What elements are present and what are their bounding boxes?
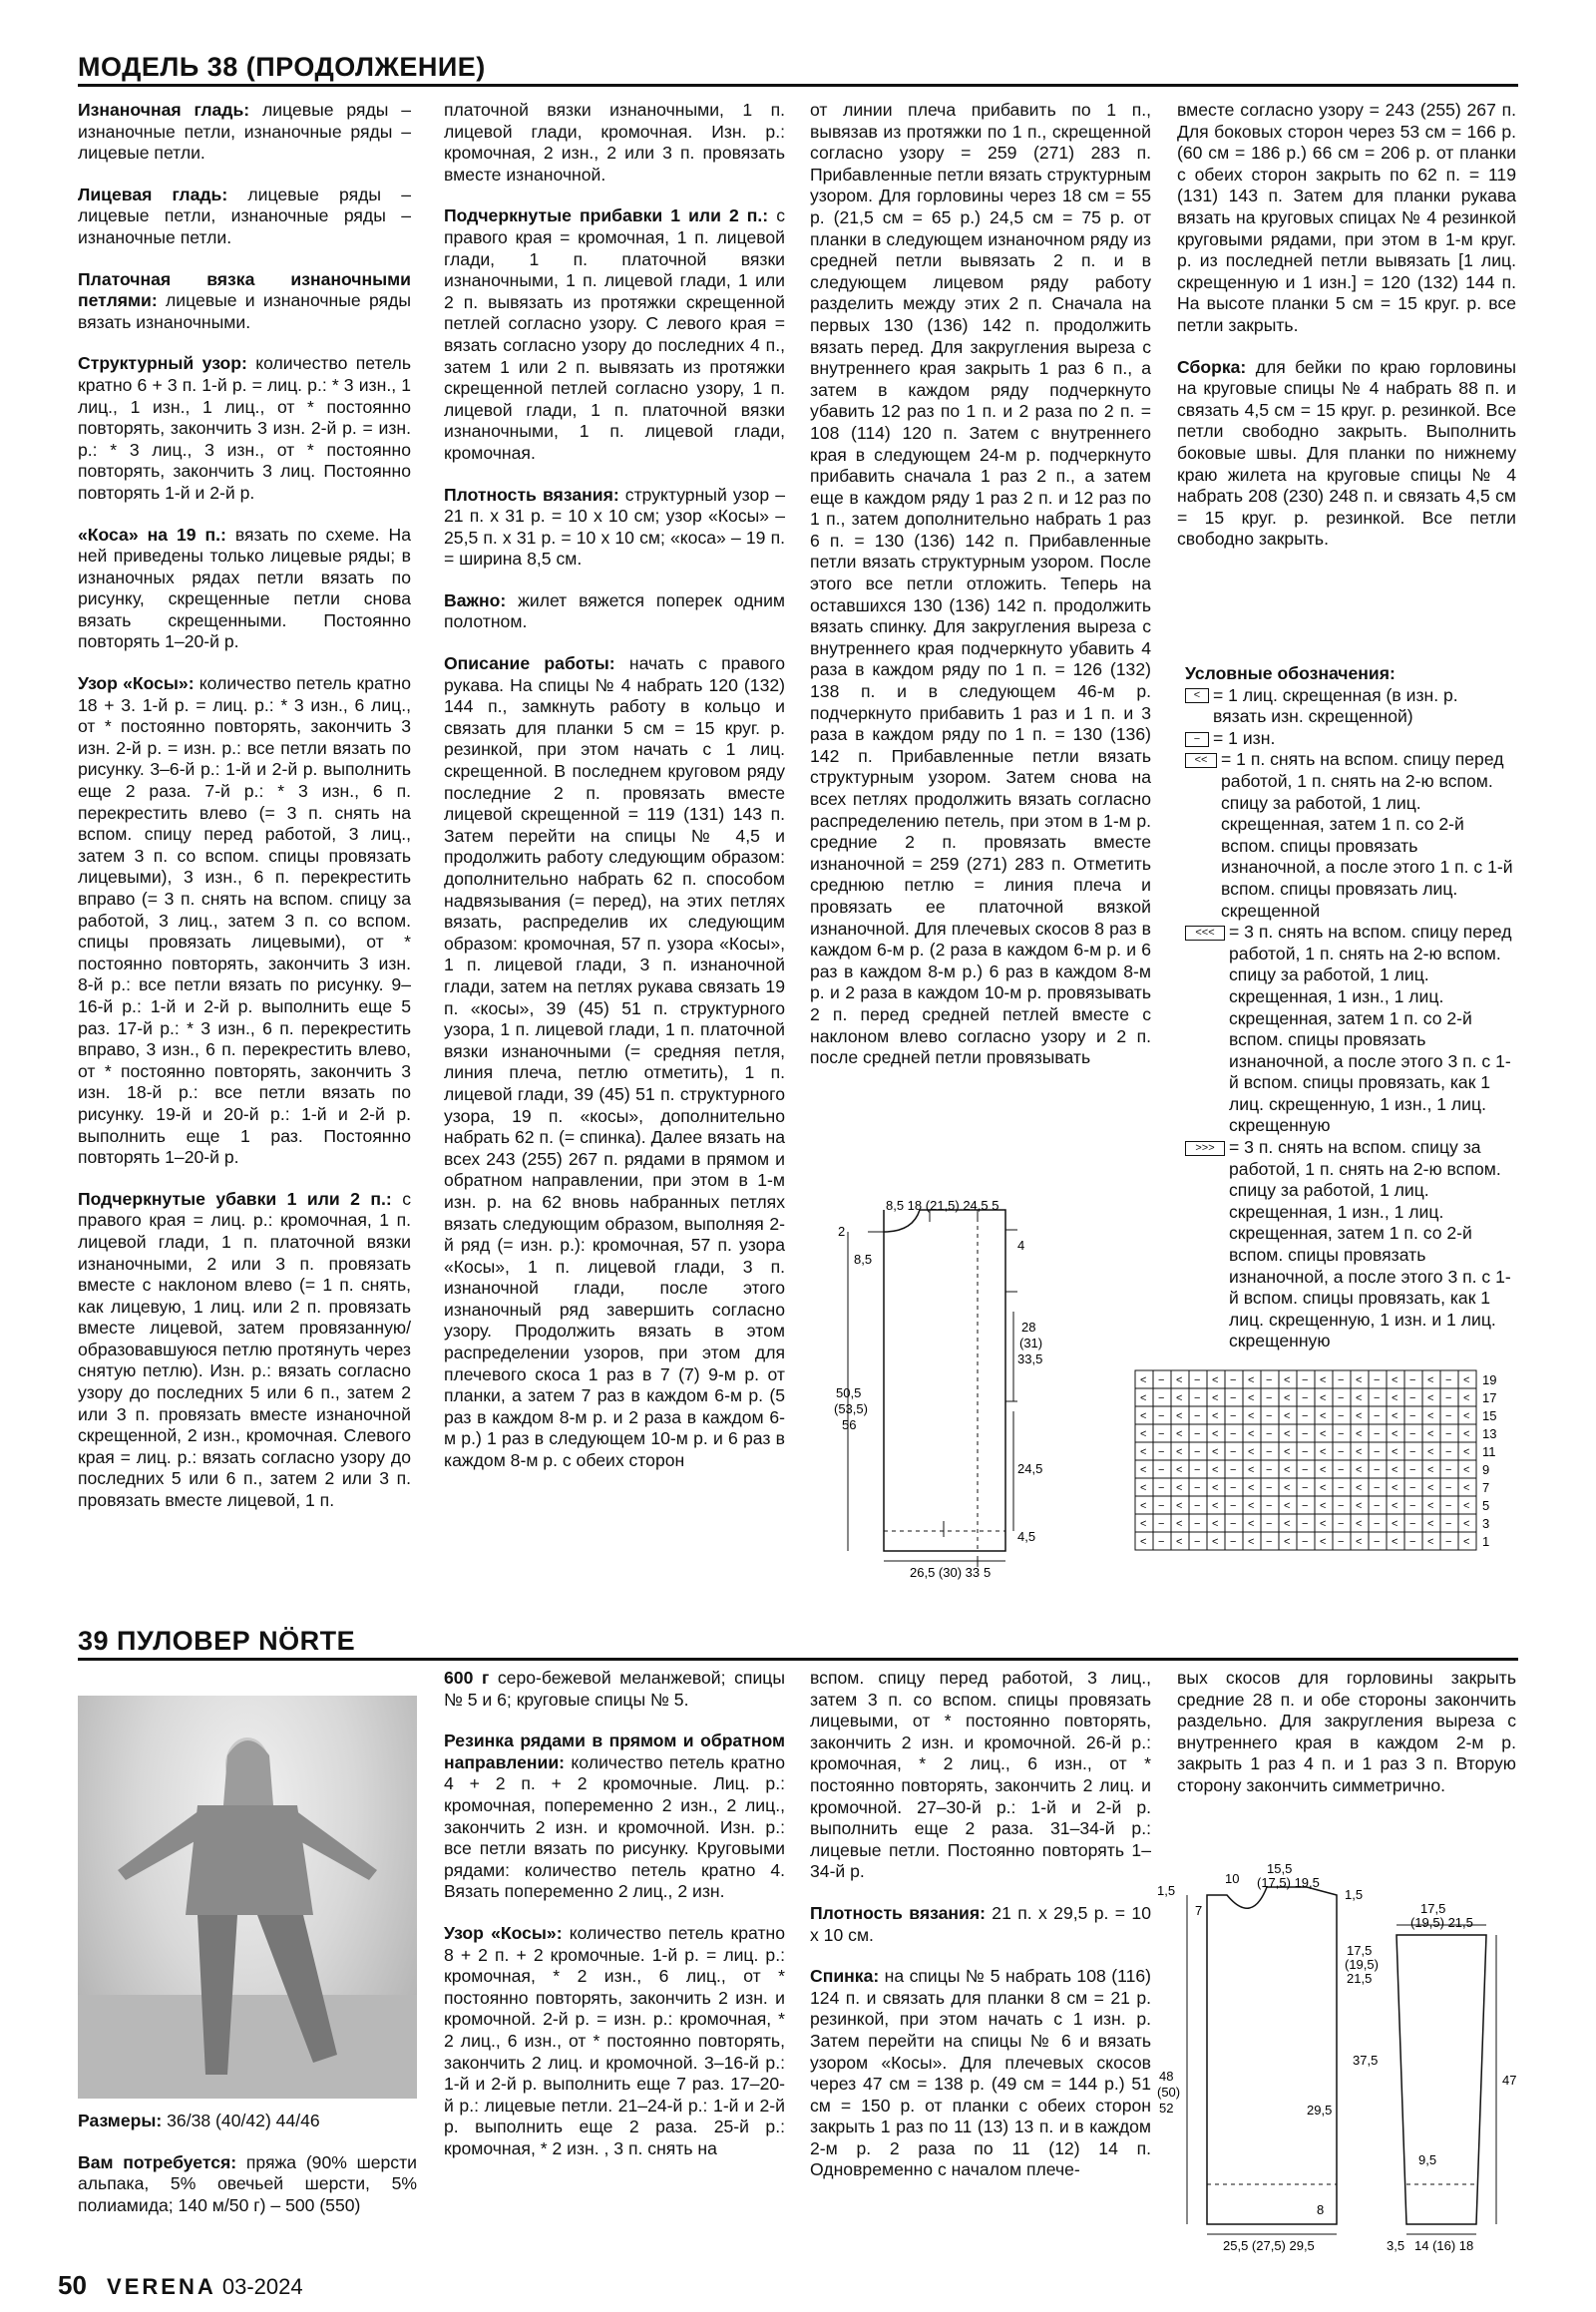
chart-cell-symbol: − bbox=[1338, 1410, 1345, 1422]
d2-sleeve-bl: 3,5 bbox=[1387, 2238, 1405, 2253]
chart-cell-symbol: < bbox=[1320, 1518, 1327, 1530]
chart-cell-symbol: < bbox=[1392, 1518, 1398, 1530]
dim-bottom: 26,5 (30) 33 bbox=[910, 1565, 981, 1580]
chart-cell-symbol: < bbox=[1463, 1464, 1470, 1476]
heading-rule bbox=[78, 84, 1518, 87]
chart-cell-symbol: − bbox=[1194, 1464, 1201, 1476]
chart-cell-symbol: < bbox=[1248, 1500, 1255, 1512]
chart-cell-symbol: − bbox=[1338, 1446, 1345, 1458]
chart-cell-symbol: < bbox=[1140, 1374, 1147, 1386]
chart-cell-symbol: − bbox=[1302, 1464, 1309, 1476]
chart-cell-symbol: < bbox=[1284, 1428, 1291, 1440]
paragraph: Платочная вязка изнаночными петлями: лицевые и изнаночные ряды вязать изнаночными. bbox=[78, 268, 411, 332]
legend-text: = 1 п. снять на вспом. спицу перед работой, 1 п. снять на 2-ю вспом. спицу за работой, 1 лиц. скрещенная, затем 1 п. со 2-й вспом. спицы провязать изнаночной, а после этого 1 п. с 1-й вспом. спицы провязать лиц. скрещенной bbox=[1221, 749, 1513, 921]
chart-cell-symbol: − bbox=[1374, 1446, 1381, 1458]
chart-cell-symbol: − bbox=[1302, 1536, 1309, 1548]
chart-cell-symbol: − bbox=[1194, 1392, 1201, 1404]
chart-cell-symbol: − bbox=[1445, 1446, 1452, 1458]
chart-cell-symbol: − bbox=[1445, 1518, 1452, 1530]
legend-text: = 3 п. снять на вспом. спицу за работой, 1 п. снять на 2-ю вспом. спицу за работой, 1 лиц. скрещенная, 1 изн., 1 лиц. скрещенная, затем 1 п. со 2-й вспом. спицы провязать изнаночной, а после этого 3 п. с 1-й вспом. спицы провязать, как 1 лиц. скрещенную, 1 изн. и 1 лиц. скрещенную bbox=[1229, 1137, 1511, 1351]
chart-cell-symbol: < bbox=[1212, 1374, 1219, 1386]
chart-cell-symbol: − bbox=[1266, 1482, 1273, 1494]
paragraph: Плотность вязания: структурный узор – 21 п. х 31 р. = 10 х 10 см; узор «Косы» – 25,5 п. х 31 р. = 10 х 10 см; «коса» – 19 п. = ширина 8,5 см. bbox=[444, 484, 785, 570]
chart-cell-symbol: < bbox=[1140, 1446, 1147, 1458]
d2-h5: 29,5 bbox=[1307, 2103, 1333, 2118]
chart-row-number: 15 bbox=[1482, 1408, 1497, 1423]
legend-text: = 1 изн. bbox=[1213, 727, 1276, 748]
chart-cell-symbol: < bbox=[1140, 1518, 1147, 1530]
chart-cell-symbol: − bbox=[1302, 1482, 1309, 1494]
chart-cell-symbol: < bbox=[1176, 1464, 1183, 1476]
issue-number: 03-2024 bbox=[221, 2274, 303, 2299]
d2-s1: 17,5 bbox=[1347, 1943, 1373, 1958]
legend-symbol-icon: < bbox=[1185, 685, 1213, 728]
dim-e: 50,5 bbox=[836, 1385, 862, 1400]
d2-h3: (50) bbox=[1157, 2085, 1181, 2100]
chart-cell-symbol: < bbox=[1463, 1536, 1470, 1548]
legend-items bbox=[1185, 685, 1514, 1352]
d2-b1: 8 bbox=[1317, 2202, 1325, 2217]
chart-cell-symbol: − bbox=[1230, 1392, 1237, 1404]
chart-cell-symbol: − bbox=[1266, 1518, 1273, 1530]
dim-e2: (53,5) bbox=[834, 1401, 868, 1416]
paragraph: вместе согласно узору = 243 (255) 267 п. Для боковых сторон через 53 см = 166 р. (60 см = 186 р.) 66 см = 206 р. от планки с обеих сторон закрыть по 62 п. = 119 (131) 143 п. Затем для планки рукава вязать на круговых спицах № 4 резинкой круговыми рядами, при этом в 1-м круг. р. из последней петли вывязать [1 лиц. скрещенную и 1 изн.] = 120 (132) 144 п. На высоте планки 5 см = 15 круг. р. все петли закрыть. bbox=[1177, 100, 1516, 335]
chart-cell-symbol: − bbox=[1338, 1482, 1345, 1494]
dim-g: 4,5 bbox=[1017, 1529, 1036, 1544]
chart-cell-symbol: < bbox=[1212, 1392, 1219, 1404]
chart-cell-symbol: − bbox=[1445, 1374, 1452, 1386]
chart-cell-symbol: − bbox=[1409, 1374, 1416, 1386]
chart-cell-symbol: < bbox=[1212, 1446, 1219, 1458]
chart-cell-symbol: < bbox=[1392, 1410, 1398, 1422]
legend-item bbox=[1185, 1137, 1514, 1352]
chart-cell-symbol: − bbox=[1194, 1446, 1201, 1458]
chart-cell-symbol: − bbox=[1230, 1500, 1237, 1512]
d2-s3: 21,5 bbox=[1347, 1971, 1373, 1986]
d2-shoulder-alt: (17,5) 19,5 bbox=[1257, 1875, 1320, 1890]
chart-cell-symbol: < bbox=[1176, 1482, 1183, 1494]
chart-cell-symbol: − bbox=[1266, 1536, 1273, 1548]
chart-cell-symbol: − bbox=[1194, 1482, 1201, 1494]
d2-l2: 7 bbox=[1195, 1903, 1203, 1918]
chart-cell-symbol: < bbox=[1427, 1518, 1434, 1530]
chart-row-number: 3 bbox=[1482, 1516, 1490, 1531]
chart-cell-symbol: − bbox=[1409, 1500, 1416, 1512]
d2-h4: 52 bbox=[1159, 2101, 1174, 2116]
heading-rule-2 bbox=[78, 1658, 1518, 1661]
chart-cell-symbol: < bbox=[1248, 1410, 1255, 1422]
chart-cell-symbol: − bbox=[1302, 1374, 1309, 1386]
chart-cell-symbol: < bbox=[1392, 1446, 1398, 1458]
chart-cell-symbol: < bbox=[1463, 1482, 1470, 1494]
legend-item bbox=[1185, 922, 1514, 1137]
chart-cell-symbol: − bbox=[1158, 1392, 1165, 1404]
chart-cell-symbol: < bbox=[1140, 1536, 1147, 1548]
page-footer bbox=[58, 2270, 303, 2301]
dim-top: 8,5 18 (21,5) 24,5 5 bbox=[886, 1198, 999, 1213]
chart-row-number: 9 bbox=[1482, 1462, 1490, 1477]
chart-cell-symbol: < bbox=[1284, 1500, 1291, 1512]
chart-cell-symbol: < bbox=[1176, 1518, 1183, 1530]
chart-cell-symbol: < bbox=[1248, 1464, 1255, 1476]
chart-cell-symbol: − bbox=[1158, 1464, 1165, 1476]
chart-cell-symbol: < bbox=[1248, 1536, 1255, 1548]
chart-cell-symbol: < bbox=[1284, 1482, 1291, 1494]
paragraph: Узор «Косы»: количество петель кратно 8 + 2 п. + 2 кромочные. 1-й р. = лиц. р.: кромочная, * 2 изн., 6 лиц., от * постоянно повторять, закончить 2 изн. и кромочной. 2-й р. = изн. р.: кромочная, * 2 лиц., 6 изн., от * постоянно повторять, закончить 2 лиц. и кромочной. 3–16-й р.: 1-й и 2-й р. выполнить еще 7 раз. 17–20-й р.: лицевые петли. 21–24-й р.: 1-й и 2-й р. выполнить еще 2 раза. 25-й р.: кромочная, * 2 изн. , 3 п. снять на bbox=[444, 1922, 786, 2158]
chart-cell-symbol: < bbox=[1320, 1482, 1327, 1494]
chart-cell-symbol: − bbox=[1338, 1536, 1345, 1548]
chart-row-number: 1 bbox=[1482, 1534, 1490, 1549]
chart-cell-symbol: < bbox=[1212, 1500, 1219, 1512]
chart-cell-symbol: < bbox=[1248, 1392, 1255, 1404]
chart-cell-symbol: < bbox=[1356, 1518, 1363, 1530]
chart-cell-symbol: < bbox=[1356, 1500, 1363, 1512]
pullover-pattern-diagram bbox=[1157, 1855, 1536, 2253]
text-column-4 bbox=[1177, 100, 1516, 571]
chart-cell-symbol: < bbox=[1284, 1392, 1291, 1404]
chart-cell-symbol: − bbox=[1230, 1518, 1237, 1530]
chart-cell-symbol: − bbox=[1266, 1428, 1273, 1440]
chart-cell-symbol: − bbox=[1409, 1446, 1416, 1458]
paragraph: Узор «Косы»: количество петель кратно 18 + 3. 1-й р. = лиц. р.: * 3 изн., 6 лиц., от * постоянно повторять, закончить 3 изн. 2-й р. = изн. р.: все петли вязать по рисунку. 3–6-й р.: 1-й и 2-й р. выполнить еще 2 раза. 7-й р.: * 3 изн., 6 п. перекрестить влево (= 3 п. снять на вспом. спицу перед работой, 3 лиц., затем 3 п. со вспом. спицы провязать лицевыми), 3 изн., 6 п. перекрестить вправо (= 3 п. снять на вспом. спицу за работой, 3 лиц., затем 3 п. со вспом. спицы провязать лицевыми), от * постоянно повторять, закончить 3 изн. 8-й р.: все петли вязать по рисунку. 9–16-й р.: 1-й и 2-й р. выполнить еще 5 раз. 17-й р.: * 3 изн., 6 п. перекрестить вправо, 3 изн., 6 п. перекрестить влево, от * постоянно повторять, закончить 3 изн. 18-й р.: все петли вязать по рисунку. 19-й и 20-й р.: 1-й и 2-й р. выполнить еще 1 раз. Постоянно повторять 1–20-й р. bbox=[78, 673, 412, 1168]
chart-cell-symbol: < bbox=[1356, 1482, 1363, 1494]
chart-cell-symbol: − bbox=[1158, 1374, 1165, 1386]
chart-cell-symbol: < bbox=[1392, 1482, 1398, 1494]
chart-cell-symbol: − bbox=[1409, 1482, 1416, 1494]
d2-s2: (19,5) bbox=[1345, 1957, 1379, 1972]
chart-cell-symbol: < bbox=[1248, 1482, 1255, 1494]
legend-symbol-icon: << bbox=[1185, 749, 1221, 922]
text-column-3 bbox=[810, 100, 1151, 1089]
paragraph: Подчеркнутые убавки 1 или 2 п.: с правого края = лиц. р.: кромочная, 1 п. лицевой глади, 1 п. платочной вязки изнаночными, 2 или 3 п. провязать вместе с наклоном влево (= 1 п. снять, как лицевую, 1 лиц. или 2 п. провязать вместе лицевой, затем провязанную/образовавшуюся петлю протянуть через снятую петлю). Изн. р.: вязать согласно узору до последних 5 или 6 п., затем 2 или 3 п. провязать вместе изнаночной скрещенной, 2 изн., кромочная. Слевого края = лиц. р.: вязать согласно узору до последних 5 или 6 п., затем 2 или 3 п. провязать вместе лицевой, 1 п. bbox=[78, 1188, 412, 1511]
chart-cell-symbol: − bbox=[1230, 1374, 1237, 1386]
chart-cell-symbol: − bbox=[1266, 1446, 1273, 1458]
chart-cell-symbol: − bbox=[1194, 1410, 1201, 1422]
chart-cell-symbol: < bbox=[1427, 1392, 1434, 1404]
chart-cell-symbol: < bbox=[1392, 1500, 1398, 1512]
chart-cell-symbol: < bbox=[1176, 1446, 1183, 1458]
chart-cell-symbol: − bbox=[1158, 1518, 1165, 1530]
chart-cell-symbol: − bbox=[1409, 1392, 1416, 1404]
chart-cell-symbol: < bbox=[1320, 1536, 1327, 1548]
paragraph: вых скосов для горловины закрыть средние 28 п. и обе стороны закончить раздельно. Для закругления выреза с внутреннего края в каждом 2-м р. закрыть 1 раз 4 п. и 1 раз 3 п. Вторую сторону закончить симметрично. bbox=[1177, 1668, 1516, 1795]
chart-cell-symbol: < bbox=[1427, 1428, 1434, 1440]
chart-cell-symbol: < bbox=[1320, 1500, 1327, 1512]
chart-cell-symbol: − bbox=[1302, 1410, 1309, 1422]
chart-cell-symbol: < bbox=[1463, 1392, 1470, 1404]
chart-cell-symbol: < bbox=[1248, 1446, 1255, 1458]
chart-cell-symbol: − bbox=[1194, 1428, 1201, 1440]
chart-cell-symbol: < bbox=[1356, 1392, 1363, 1404]
chart-cell-symbol: < bbox=[1176, 1374, 1183, 1386]
chart-cell-symbol: < bbox=[1248, 1428, 1255, 1440]
chart-cell-symbol: − bbox=[1302, 1500, 1309, 1512]
chart-cell-symbol: < bbox=[1212, 1410, 1219, 1422]
chart-cell-symbol: < bbox=[1463, 1428, 1470, 1440]
dim-c: 4 bbox=[1017, 1238, 1025, 1253]
paragraph: платочной вязки изнаночными, 1 п. лицевой глади, кромочная. Изн. р.: кромочная, 2 изн., 2 или 3 п. провязать вместе изнаночной. bbox=[444, 100, 785, 185]
chart-cell-symbol: − bbox=[1338, 1428, 1345, 1440]
d2-sleeve-top: 17,5 bbox=[1420, 1901, 1446, 1916]
chart-cell-symbol: < bbox=[1212, 1536, 1219, 1548]
chart-cell-symbol: − bbox=[1445, 1500, 1452, 1512]
vest-pattern-diagram bbox=[834, 1198, 1097, 1580]
chart-cell-symbol: − bbox=[1374, 1392, 1381, 1404]
d2-sleeve-b: 9,5 bbox=[1418, 2152, 1437, 2167]
chart-cell-symbol: < bbox=[1212, 1518, 1219, 1530]
chart-cell-symbol: − bbox=[1374, 1374, 1381, 1386]
chart-cell-symbol: − bbox=[1266, 1464, 1273, 1476]
dim-d: 28 bbox=[1021, 1320, 1036, 1335]
chart-cell-symbol: − bbox=[1374, 1518, 1381, 1530]
chart-row-number: 5 bbox=[1482, 1498, 1490, 1513]
chart-cell-symbol: < bbox=[1176, 1428, 1183, 1440]
chart-cell-symbol: − bbox=[1409, 1428, 1416, 1440]
chart-cell-symbol: − bbox=[1374, 1500, 1381, 1512]
chart-row-number: 19 bbox=[1482, 1372, 1497, 1387]
paragraph: от линии плеча прибавить по 1 п., вывязав из протяжки по 1 п., скрещенной согласно узору = 259 (271) 283 п. Прибавленные петли вязать структурным узором. Для горловины через 18 см = 55 р. (21,5 см = 65 р.) 24,5 см = 75 р. от планки в следующем изнаночном ряду из средней петли вывязать 2 п. и в следующем лицевом ряду работу разделить между этих 2 п. Сначала на первых 130 (136) 142 п. продолжить вязать перед. Для закругления выреза с внутреннего края закрыть 1 раз 6 п., а затем в каждом ряду подчеркнуто убавить 12 раз по 1 п. и 2 раза по 2 п. = 108 (114) 120 п. Затем с внутреннего края в следующем 24-м р. подчеркнуто прибавить сначала 1 раз 2 п., а затем еще в каждом ряду 1 раз 2 п. и 12 раз по 1 п., затем дополнительно набрать 1 раз 6 п. = 130 (136) 142 п. Прибавленные петли вязать структурным узором. После этого все петли отложить. Теперь на оставшихся 130 (136) 142 п. продолжить вязать спинку. Для закругления выреза с внутреннего края подчеркнуто убавить 4 раза в каждом ряду по 1 п. = 126 (132) 138 п. и в следующем 46-м р. подчеркнуто прибавить 1 раз и 1 п. и 3 раза в каждом ряду по 1 п. = 130 (136) 142 п. Прибавленные петли вязать структурным узором. Затем снова на всех петлях продолжить вязать согласно распределению петель, при этом в 1-м р. средние 2 п. провязать вместе изнаночной = 259 (271) 283 п. Отметить среднюю петлю = линия плеча и провязать ее платочной вязкой изнаночной. Для плечевых скосов 8 раз в каждом 6-м р. (2 раза в каждом 6-м р. и 6 раз в каждом 8-м р.) 6 раз в каждом 8-м р. и 2 раза в каждом 10-м р. провязывать 2 п. перед средней петлей вместе с наклоном влево согласно узору и 2 п. после средней петли провязывать bbox=[810, 100, 1151, 1068]
legend-symbol-icon: >>> bbox=[1185, 1137, 1229, 1352]
chart-cell-symbol: < bbox=[1356, 1536, 1363, 1548]
chart-cell-symbol: < bbox=[1284, 1536, 1291, 1548]
legend-item bbox=[1185, 728, 1514, 750]
legend-item bbox=[1185, 749, 1514, 922]
chart-cell-symbol: − bbox=[1194, 1374, 1201, 1386]
chart-cell-symbol: < bbox=[1284, 1410, 1291, 1422]
chart-cell-symbol: − bbox=[1158, 1482, 1165, 1494]
chart-cell-symbol: − bbox=[1158, 1446, 1165, 1458]
chart-cell-symbol: < bbox=[1284, 1464, 1291, 1476]
chart-cell-symbol: − bbox=[1374, 1428, 1381, 1440]
section-heading-model-38: МОДЕЛЬ 38 (ПРОДОЛЖЕНИЕ) bbox=[78, 52, 486, 82]
chart-cell-symbol: − bbox=[1445, 1392, 1452, 1404]
dim-bottom2: 5 bbox=[984, 1565, 992, 1580]
paragraph: Резинка рядами в прямом и обратном направлении: количество петель кратно 4 + 2 п. + 2 кромочные. Лиц. р.: кромочная, попеременно 2 изн., 2 лиц., закончить 2 изн. и кромочной. Изн. р.: все петли вязать по рисунку. Круговыми рядами: количество петель кратно 4. Вязать попеременно 2 лиц., 2 изн. bbox=[444, 1731, 785, 1902]
text-column-2 bbox=[444, 100, 785, 1492]
chart-cell-symbol: < bbox=[1427, 1374, 1434, 1386]
chart-cell-symbol: < bbox=[1320, 1410, 1327, 1422]
chart-cell-symbol: − bbox=[1230, 1446, 1237, 1458]
legend-symbol-icon: <<< bbox=[1185, 922, 1229, 1137]
chart-cell-symbol: − bbox=[1194, 1536, 1201, 1548]
chart-cell-symbol: < bbox=[1212, 1428, 1219, 1440]
symbol-legend bbox=[1185, 663, 1514, 1352]
chart-cell-symbol: − bbox=[1302, 1446, 1309, 1458]
chart-cell-symbol: − bbox=[1266, 1392, 1273, 1404]
paragraph: вспом. спицу перед работой, 3 лиц., затем 3 п. со вспом. спицы провязать лицевыми, от * постоянно повторять, закончить 2 изн. и кромочной. 26-й р.: кромочная, * 2 лиц., 6 изн., от * постоянно повторять, закончить 2 лиц. и кромочной. 27–30-й р.: 1-й и 2-й р. выполнить еще 2 раза. 31–34-й р.: лицевые петли. Постоянно повторять 1–34-й р. bbox=[810, 1668, 1151, 1882]
chart-cell-symbol: < bbox=[1356, 1374, 1363, 1386]
chart-row-number: 7 bbox=[1482, 1480, 1490, 1495]
chart-cell-symbol: − bbox=[1374, 1464, 1381, 1476]
chart-cell-symbol: − bbox=[1230, 1464, 1237, 1476]
chart-cell-symbol: − bbox=[1158, 1536, 1165, 1548]
chart-cell-symbol: < bbox=[1176, 1500, 1183, 1512]
chart-cell-symbol: − bbox=[1409, 1536, 1416, 1548]
chart-cell-symbol: < bbox=[1320, 1374, 1327, 1386]
chart-cell-symbol: < bbox=[1356, 1410, 1363, 1422]
section-heading-model-39: 39 ПУЛОВЕР NÖRTE bbox=[78, 1626, 356, 1656]
chart-cell-symbol: − bbox=[1194, 1518, 1201, 1530]
chart-cell-symbol: − bbox=[1445, 1464, 1452, 1476]
chart-cell-symbol: − bbox=[1302, 1428, 1309, 1440]
legend-text: = 1 лиц. скрещенная (в изн. р. вязать изн. скрещенной) bbox=[1213, 684, 1458, 727]
paragraph: Лицевая гладь: лицевые ряды – лицевые петли, изнаночные ряды – изнаночные петли. bbox=[78, 184, 411, 247]
d2-r1: 1,5 bbox=[1345, 1887, 1364, 1902]
cable-knitting-chart bbox=[1135, 1370, 1524, 1560]
chart-cell-symbol: < bbox=[1212, 1482, 1219, 1494]
paragraph: Важно: жилет вяжется поперек одним полотном. bbox=[444, 589, 785, 632]
chart-cell-symbol: < bbox=[1176, 1536, 1183, 1548]
chart-cell-symbol: − bbox=[1338, 1464, 1345, 1476]
chart-cell-symbol: − bbox=[1338, 1374, 1345, 1386]
chart-cell-symbol: < bbox=[1320, 1392, 1327, 1404]
paragraph: Подчеркнутые прибавки 1 или 2 п.: с правого края = кромочная, 1 п. лицевой глади, 1 п. платочной вязки изнаночными, 1 п. лицевой глади, 1 или 2 п. вывязать из протяжки скрещенной петлей согласно узору. С левого края = вязать согласно узору до последних 4 п., затем 1 или 2 п. вывязать из протяжки скрещенной петлей согласно узору, 1 п. лицевой глади, 1 п. платочной вязки изнаночными, 1 п. лицевой глади, кромочная. bbox=[444, 205, 786, 463]
chart-cell-symbol: < bbox=[1320, 1464, 1327, 1476]
chart-row-number: 13 bbox=[1482, 1426, 1497, 1441]
paragraph: Структурный узор: количество петель кратно 6 + 3 п. 1-й р. = лиц. р.: * 3 изн., 1 лиц., 1 изн., 1 лиц., от * постоянно повторять, закончить 3 изн. 2-й р. = изн. р.: * 3 лиц., 3 изн., от * постоянно повторять, закончить 3 лиц. Постоянно повторять 1-й и 2-й р. bbox=[78, 353, 411, 503]
chart-cell-symbol: < bbox=[1320, 1428, 1327, 1440]
chart-cell-symbol: − bbox=[1230, 1410, 1237, 1422]
chart-cell-symbol: < bbox=[1427, 1464, 1434, 1476]
chart-cell-symbol: − bbox=[1409, 1410, 1416, 1422]
chart-cell-symbol: < bbox=[1463, 1500, 1470, 1512]
chart-cell-symbol: − bbox=[1158, 1500, 1165, 1512]
magazine-name: VERENA bbox=[107, 2274, 216, 2299]
chart-cell-symbol: − bbox=[1230, 1428, 1237, 1440]
chart-cell-symbol: < bbox=[1176, 1410, 1183, 1422]
d2-h2: 48 bbox=[1159, 2069, 1174, 2084]
legend-symbol-icon: − bbox=[1185, 728, 1213, 750]
chart-row-number: 17 bbox=[1482, 1390, 1497, 1405]
chart-cell-symbol: − bbox=[1266, 1500, 1273, 1512]
text-column-1 bbox=[78, 100, 411, 1532]
paragraph: Сборка: для бейки по краю горловины на круговые спицы № 4 набрать 88 п. и связать 4,5 см = 15 круг. р. резинкой. Все петли свободно закрыть. Выполнить боковые швы. Для планки по нижнему краю жилета на круговые спицы № 4 набрать 208 (230) 248 п. и связать 4,5 см = 15 круг. р. резинкой. Все петли свободно закрыть. bbox=[1177, 356, 1516, 550]
chart-cell-symbol: < bbox=[1463, 1518, 1470, 1530]
chart-cell-symbol: − bbox=[1338, 1518, 1345, 1530]
d2-sleeve-top-alt: (19,5) 21,5 bbox=[1410, 1915, 1473, 1930]
chart-cell-symbol: − bbox=[1409, 1518, 1416, 1530]
chart-cell-symbol: − bbox=[1445, 1410, 1452, 1422]
chart-cell-symbol: < bbox=[1427, 1536, 1434, 1548]
chart-cell-symbol: − bbox=[1445, 1482, 1452, 1494]
chart-cell-symbol: − bbox=[1409, 1464, 1416, 1476]
dim-d2: (31) bbox=[1019, 1336, 1043, 1350]
chart-cell-symbol: − bbox=[1194, 1500, 1201, 1512]
chart-cell-symbol: < bbox=[1248, 1518, 1255, 1530]
text-column-7 bbox=[810, 1668, 1151, 2201]
sizes-text: Размеры: 36/38 (40/42) 44/46 Вам потребуется: пряжа (90% шерсти альпака, 5% овечьей шерсти, 5% полиамида; 140 м/50 г) – 500 (550) bbox=[78, 2111, 417, 2215]
chart-cell-symbol: − bbox=[1302, 1392, 1309, 1404]
chart-cell-symbol: − bbox=[1445, 1428, 1452, 1440]
paragraph: Плотность вязания: 21 п. х 29,5 р. = 10 х 10 см. bbox=[810, 1902, 1151, 1945]
chart-cell-symbol: − bbox=[1445, 1536, 1452, 1548]
chart-cell-symbol: < bbox=[1463, 1410, 1470, 1422]
dim-d3: 33,5 bbox=[1017, 1351, 1043, 1366]
chart-cell-symbol: < bbox=[1392, 1428, 1398, 1440]
chart-cell-symbol: − bbox=[1230, 1536, 1237, 1548]
dim-e3: 56 bbox=[842, 1417, 857, 1432]
chart-cell-symbol: < bbox=[1248, 1374, 1255, 1386]
chart-cell-symbol: − bbox=[1374, 1482, 1381, 1494]
chart-cell-symbol: < bbox=[1427, 1500, 1434, 1512]
dim-b: 8,5 bbox=[854, 1252, 873, 1267]
chart-cell-symbol: < bbox=[1284, 1446, 1291, 1458]
chart-cell-symbol: < bbox=[1392, 1536, 1398, 1548]
d2-l1: 1,5 bbox=[1157, 1883, 1176, 1898]
chart-cell-symbol: − bbox=[1158, 1410, 1165, 1422]
chart-cell-symbol: < bbox=[1212, 1464, 1219, 1476]
chart-row-number: 11 bbox=[1482, 1444, 1496, 1459]
d2-shoulder: 15,5 bbox=[1267, 1861, 1293, 1876]
chart-cell-symbol: < bbox=[1356, 1446, 1363, 1458]
paragraph: 600 г серо-бежевой меланжевой; спицы № 5 и 6; круговые спицы № 5. bbox=[444, 1668, 785, 1710]
chart-cell-symbol: − bbox=[1338, 1500, 1345, 1512]
dim-a: 2 bbox=[838, 1224, 846, 1239]
d2-bottom: 25,5 (27,5) 29,5 bbox=[1223, 2238, 1315, 2253]
chart-cell-symbol: < bbox=[1463, 1374, 1470, 1386]
chart-cell-symbol: < bbox=[1392, 1374, 1398, 1386]
d2-sleeve-bottom: 14 (16) 18 bbox=[1414, 2238, 1474, 2253]
legend-item bbox=[1185, 685, 1514, 728]
chart-cell-symbol: < bbox=[1427, 1482, 1434, 1494]
chart-cell-symbol: < bbox=[1284, 1374, 1291, 1386]
legend-text: = 3 п. снять на вспом. спицу перед работой, 1 п. снять на 2-ю вспом. спицу за работой, 1 лиц. скрещенная, 1 изн., 1 лиц. скрещенная, затем 1 п. со 2-й вспом. спицы провязать изнаночной, а после этого 3 п. с 1-й вспом. спицы провязать, как 1 лиц. скрещенную, 1 изн., 1 лиц. скрещенную bbox=[1229, 922, 1512, 1136]
chart-cell-symbol: − bbox=[1266, 1374, 1273, 1386]
chart-cell-symbol: < bbox=[1140, 1500, 1147, 1512]
model-photo bbox=[78, 1696, 417, 2099]
chart-cell-symbol: < bbox=[1356, 1464, 1363, 1476]
chart-cell-symbol: < bbox=[1392, 1392, 1398, 1404]
chart-cell-symbol: < bbox=[1140, 1410, 1147, 1422]
chart-cell-symbol: < bbox=[1140, 1428, 1147, 1440]
page-number: 50 bbox=[58, 2270, 87, 2300]
chart-cell-symbol: < bbox=[1320, 1446, 1327, 1458]
chart-cell-symbol: − bbox=[1302, 1518, 1309, 1530]
chart-cell-symbol: < bbox=[1463, 1446, 1470, 1458]
paragraph: Изнаночная гладь: лицевые ряды – изнаночные петли, изнаночные ряды – лицевые петли. bbox=[78, 100, 411, 164]
chart-cell-symbol: < bbox=[1427, 1446, 1434, 1458]
chart-cell-symbol: − bbox=[1374, 1536, 1381, 1548]
paragraph: Описание работы: начать с правого рукава. На спицы № 4 набрать 120 (132) 144 п., замкнуть работу в кольцо и связать для планки 5 см = 15 круг. р. резинкой, при этом начать с 1 лиц. скрещенной. В последнем круговом ряду последние 2 п. провязать вместе лицевой скрещенной = 119 (131) 143 п. Затем перейти на спицы № 4,5 и продолжить работу следующим образом: дополнительно набрать 62 п. способом надвязывания (= перед), на этих петлях вязать, распределив их следующим образом: кромочная, 57 п. узора «Косы», 1 п. лицевой глади, 3 п. изнаночной глади, затем на петлях рукава связать 19 п. «косы», 39 (45) 51 п. структурного узора, 1 п. лицевой глади, 1 п. платочной вязки изнаночными (= средняя петля, линия плеча, петлю отметить), 1 п. лицевой глади, 39 (45) 51 п. структурного узора, 19 п. «косы», дополнительно набрать 62 п. (= спинка). Далее вязать на всех 243 (255) 267 п. рядами в прямом и обратном направлении, при этом в 1-м изн. р. на 62 вновь набранных петлях вязать следующим образом, выполняя 2-й ряд (= изн. р.): кромочная, 57 п. узора «Косы», 1 п. лицевой глади, 3 п. изнаночной глади, после этого изнаночный ряд завершить согласно узору. Продолжить вязать в этом распределении узоров, при этом для плечевого скоса 1 раз в 7 (7) 9-м р. от планки, а затем 7 раз в каждом 6-м р. (5 раз в каждом 8-м р. и 2 раза в каждом 6-м р.) 1 раз в следующем 10-м р. и 6 раз в каждом 8-м р. с обеих сторон bbox=[444, 653, 785, 1471]
chart-cell-symbol: − bbox=[1266, 1410, 1273, 1422]
chart-cell-symbol: < bbox=[1140, 1464, 1147, 1476]
chart-cell-symbol: < bbox=[1140, 1482, 1147, 1494]
chart-cell-symbol: < bbox=[1427, 1410, 1434, 1422]
chart-cell-symbol: < bbox=[1284, 1518, 1291, 1530]
legend-title: Условные обозначения: bbox=[1185, 663, 1396, 683]
chart-cell-symbol: < bbox=[1176, 1392, 1183, 1404]
d2-h1: 37,5 bbox=[1353, 2053, 1379, 2068]
chart-cell-symbol: < bbox=[1140, 1392, 1147, 1404]
chart-cell-symbol: − bbox=[1158, 1428, 1165, 1440]
dim-f: 24,5 bbox=[1017, 1461, 1043, 1476]
paragraph: Спинка: на спицы № 5 набрать 108 (116) 124 п. и связать для планки 8 см = 21 р. резинкой, при этом начать с 1 изн. р. Затем перейти на спицы № 6 и вязать узором «Косы». Для плечевых скосов через 47 см = 138 р. (49 см = 144 р.) 51 см = 150 р. от планки с обеих сторон закрыть 1 раз по 11 (13) 13 п. и в каждом 2-м р. 2 раза по 11 (12) 14 п. Одновременно с началом плече- bbox=[810, 1966, 1151, 2180]
chart-cell-symbol: < bbox=[1392, 1464, 1398, 1476]
d2-sleeve-h: 47 bbox=[1502, 2073, 1517, 2088]
chart-cell-symbol: − bbox=[1374, 1410, 1381, 1422]
chart-cell-symbol: < bbox=[1356, 1428, 1363, 1440]
chart-cell-symbol: − bbox=[1230, 1482, 1237, 1494]
text-column-6 bbox=[444, 1668, 785, 2179]
d2-neck: 10 bbox=[1225, 1871, 1240, 1886]
paragraph: «Коса» на 19 п.: вязать по схеме. На ней приведены только лицевые ряды; в изнаночных рядах петли вязать по рисунку, скрещенные петли снова вязать скрещенными. Постоянно повторять 1–20-й р. bbox=[78, 524, 411, 652]
chart-cell-symbol: − bbox=[1338, 1392, 1345, 1404]
text-column-8 bbox=[1177, 1668, 1516, 1817]
